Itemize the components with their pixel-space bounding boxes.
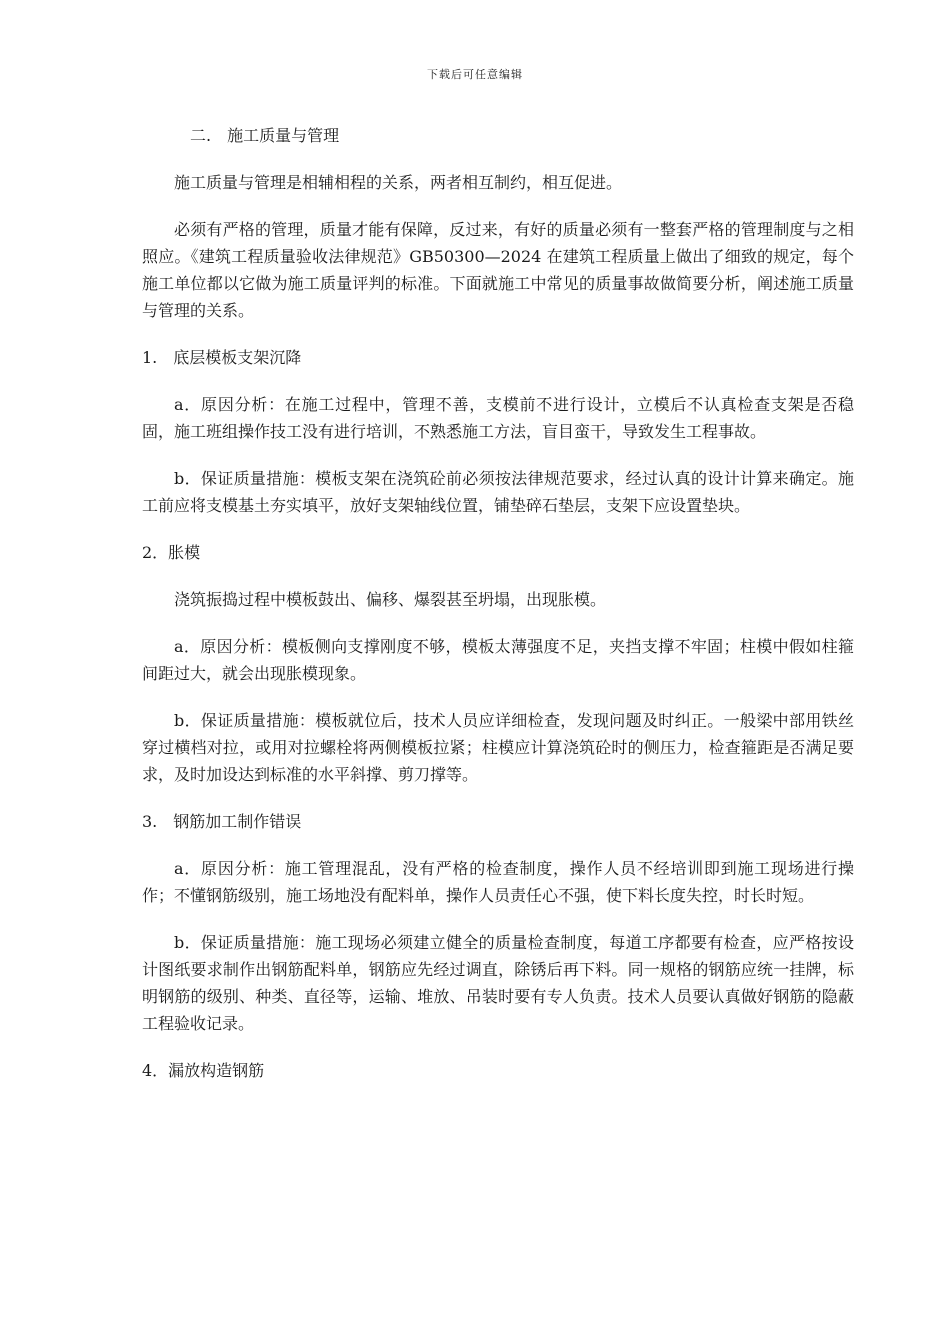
subsection-heading: 4．漏放构造钢筋: [142, 1061, 265, 1080]
page-header: 下载后可任意编辑: [427, 68, 523, 81]
subsection-heading: 3. 钢筋加工制作错误: [142, 812, 302, 831]
paragraph: 浇筑振捣过程中模板鼓出、偏移、爆裂甚至坍塌，出现胀模。: [174, 590, 607, 609]
paragraph: 必须有严格的管理，质量才能有保障，反过来，有好的质量必须有一整套严格的管理制度与之相照应。《建筑工程质量验收法律规范》GB50300—2024 在建筑工程质量上做出了细致的规定，每个施工单位都以它做为施工质量评判的标准。下面就施工中常见的质量事故做简要分析，阐述施工质量与管理的关系。: [142, 220, 854, 320]
section-title: 二. 施工质量与管理: [190, 126, 340, 145]
paragraph: 施工质量与管理是相辅相程的关系，两者相互制约，相互促进。: [174, 173, 623, 192]
paragraph: b．保证质量措施：模板就位后，技术人员应详细检查，发现问题及时纠正。一般梁中部用铁丝穿过横档对拉，或用对拉螺栓将两侧模板拉紧；柱模应计算浇筑砼时的侧压力，检查箍距是否满足要求，及时加设达到标准的水平斜撑、剪刀撑等。: [142, 711, 854, 784]
paragraph: a．原因分析：施工管理混乱，没有严格的检查制度，操作人员不经培训即到施工现场进行操作；不懂钢筋级别，施工场地没有配料单，操作人员责任心不强，使下料长度失控，时长时短。: [142, 859, 854, 905]
subsection-heading: 2．胀模: [142, 543, 201, 562]
paragraph: b．保证质量措施：模板支架在浇筑砼前必须按法律规范要求，经过认真的设计计算来确定。施工前应将支模基土夯实填平，放好支架轴线位置，铺垫碎石垫层，支架下应设置垫块。: [142, 469, 854, 515]
paragraph: a．原因分析：在施工过程中，管理不善，支模前不进行设计，立模后不认真检查支架是否稳固，施工班组操作技工没有进行培训，不熟悉施工方法，盲目蛮干，导致发生工程事故。: [142, 395, 854, 441]
paragraph: a．原因分析：模板侧向支撑刚度不够，模板太薄强度不足，夹挡支撑不牢固；柱模中假如柱箍间距过大，就会出现胀模现象。: [142, 637, 854, 683]
document-body: [142, 122, 854, 1104]
subsection-heading: 1. 底层模板支架沉降: [142, 348, 302, 367]
paragraph: b．保证质量措施：施工现场必须建立健全的质量检查制度，每道工序都要有检查，应严格按设计图纸要求制作出钢筋配料单，钢筋应先经过调直，除锈后再下料。同一规格的钢筋应统一挂牌，标明钢筋的级别、种类、直径等，运输、堆放、吊装时要有专人负责。技术人员要认真做好钢筋的隐蔽工程验收记录。: [142, 933, 854, 1033]
